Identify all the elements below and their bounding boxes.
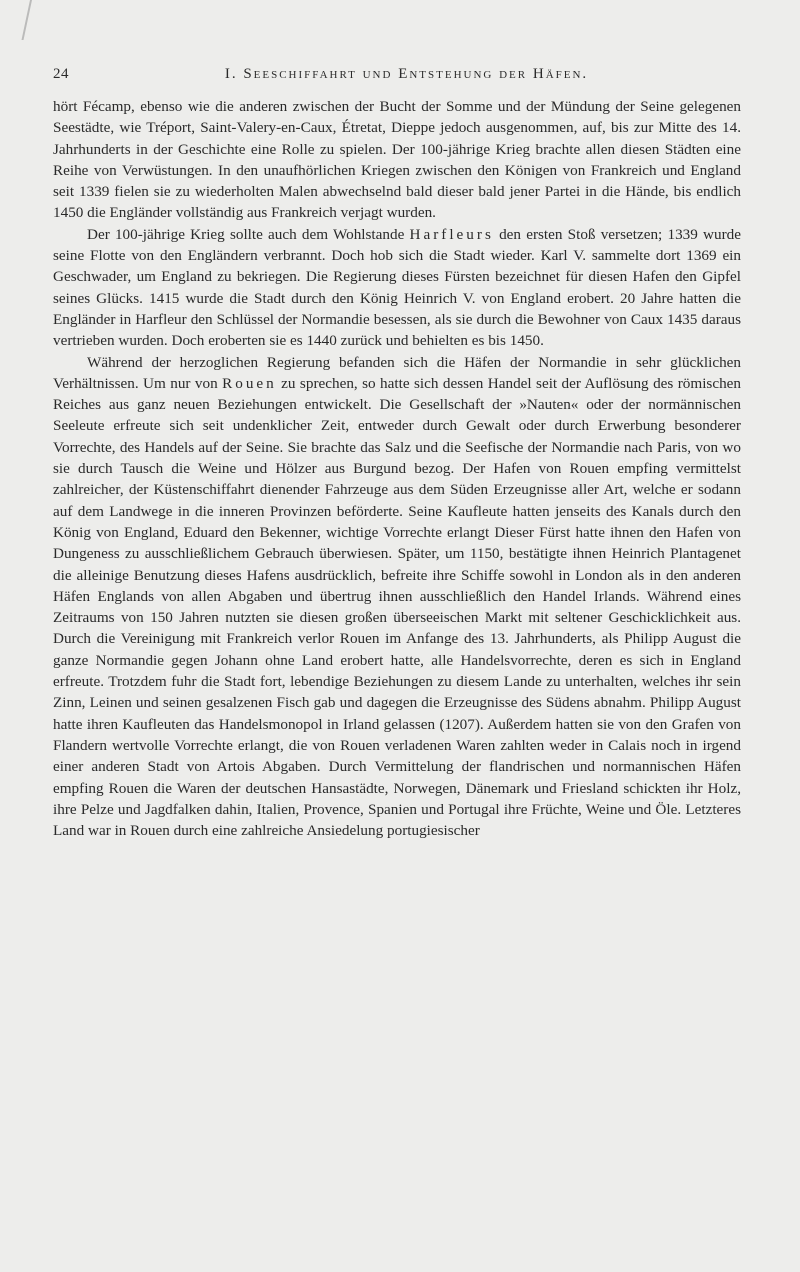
page-header [53,66,740,90]
paragraph-text: Während der herzoglichen Regierung befanden sich die Häfen der Normandie in sehr glücklichen Verhältnissen. Um nur von [53,353,741,392]
paragraph [53,352,741,842]
paragraph-text: den ersten Stoß versetzen; 1339 wurde seine Flotte von den Engländern verbrannt. Doch hob sich die Stadt wieder. Karl V. sammelte dort 1369 ein Geschwader, um England zu bekriegen. Die Regierung dieses Fürsten bezeichnet für diesen Hafen den Gipfel seines Glücks. 1415 wurde die Stadt durch den König Heinrich V. von England erobert. 20 Jahre hatten die Engländer in Harfleur den Schlüssel der Normandie besessen, als sie durch die Bewohner von Caux 1435 daraus vertrieben wurden. Doch eroberten sie es 1440 zurück und behielten es bis 1450. [53,225,741,350]
paragraph [53,96,741,224]
running-title: I. Seeschiffahrt und Entstehung der Häfen. [224,66,589,82]
emphasized-place-name: Harfleurs [409,225,494,243]
paragraph [53,224,741,352]
paragraph-text: zu sprechen, so hatte sich dessen Handel seit der Auflösung des römischen Reiches aus ganz neuen Beziehungen entwickelt. Die Gesellschaft der »Nauten« oder der normännischen Seeleute erfreute sich seit undenklicher Zeit, entweder durch Gewalt oder durch Erwerbung besonderer Vorrechte, des Handels auf der Seine. Sie brachte das Salz und die Seefische der Normandie nach Paris, von wo sie durch Tausch die Weine und Hölzer aus Burgund bezog. Der Hafen von Rouen empfing vermittelst zahlreicher, der Küstenschiffahrt dienender Fahrzeuge aus dem Süden Erzeugnisse aller Art, welche er sodann auf dem Landwege in die inneren Provinzen beförderte. Seine Kaufleute hatten jenseits des Kanals durch den König von England, Eduard den Bekenner, wichtige Vorrechte erlangt Dieser Fürst hatte ihnen den Hafen von Dungeness zu ausschließlichem Gebrauch überwiesen. Später, um 1150, bestätigte ihnen Heinrich Plantagenet die alleinige Benutzung dieses Hafens ausdrücklich, befreite ihre Schiffe sowohl in London als in den anderen Häfen Englands von allen Abgaben und übertrug ihnen ausschließlich den Handel Irlands. Während eines Zeitraums von 150 Jahren nutzten sie diesen großen überseeischen Markt mit seltener Geschicklichkeit aus. Durch die Vereinigung mit Frankreich verlor Rouen im Anfange des 13. Jahrhunderts, als Philipp August die ganze Normandie gegen Johann ohne Land erobert hatte, alle Handelsvorrechte, deren es sich in England erfreute. Trotzdem fuhr die Stadt fort, lebendige Beziehungen zu diesem Lande zu unterhalten, welches ihr sein Zinn, Leinen und seinen gesalzenen Fisch gab und dagegen die Erzeugnisse des Südens abnahm. Philipp August hatte ihren Kaufleuten das Handelsmonopol in Irland gelassen (1207). Außerdem hatten sie von den Grafen von Flandern wertvolle Vorrechte erlangt, die von Rouen verladenen Waren zahlten weder in Calais noch in irgend einer anderen Stadt von Artois Abgaben. Durch Vermittelung der flandrischen und normannischen Häfen empfing Rouen die Waren der deutschen Hansastädte, Norwegen, Dänemark und Friesland schickten ihr Holz, ihre Pelze und Jagdfalken dahin, Italien, Provence, Spanien und Portugal ihre Früchte, Weine und Öle. Letzteres Land war in Rouen durch eine zahlreiche Ansiedelung portugiesischer [53,374,741,840]
body-text [53,96,741,841]
page-edge-mark [0,0,32,40]
page-number: 24 [53,66,69,82]
paragraph-text: hört Fécamp, ebenso wie die anderen zwischen der Bucht der Somme und der Mündung der Seine gelegenen Seestädte, wie Tréport, Saint-Valery-en-Caux, Étretat, Dieppe jedoch ausgenommen, auf, bis zur Mitte des 14. Jahrhunderts in der Geschichte eine Rolle zu spielen. Der 100-jährige Krieg brachte allen diesen Städten eine Reihe von Verwüstungen. In den unaufhörlichen Kriegen zwischen den Königen von Frankreich und England seit 1339 fielen sie zu wiederholten Malen abwechselnd bald dieser bald jener Partei in die Hände, bis endlich 1450 die Engländer vollständig aus Frankreich verjagt wurden. [53,98,741,222]
emphasized-place-name: Rouen [222,374,277,392]
paragraph-text: Der 100-jährige Krieg sollte auch dem Wohlstande [87,225,410,243]
